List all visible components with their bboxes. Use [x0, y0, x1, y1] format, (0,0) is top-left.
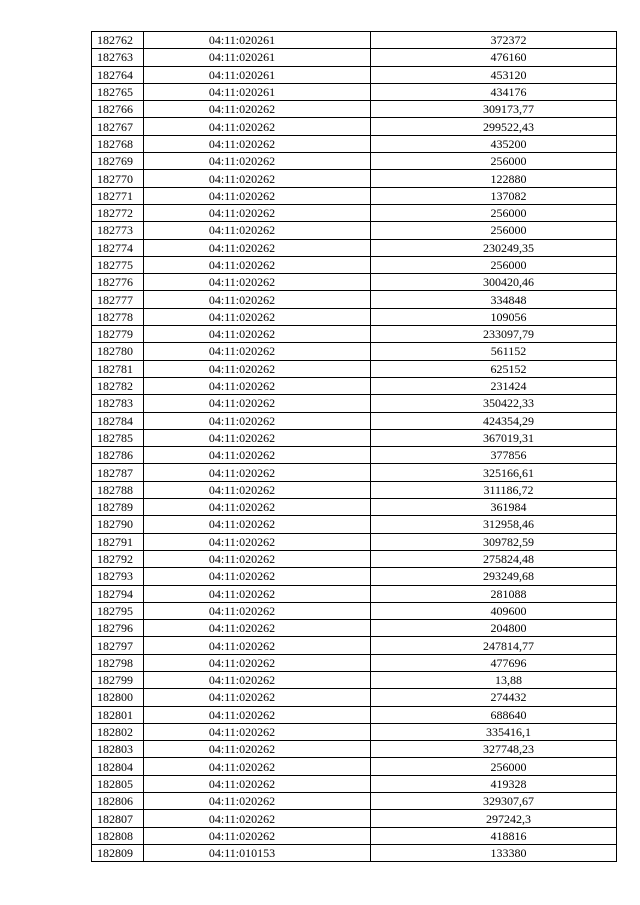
amount-cell: 377856 — [371, 447, 617, 464]
record-id-cell: 182773 — [92, 222, 144, 239]
record-id-cell: 182782 — [92, 377, 144, 394]
amount-cell: 297242,3 — [371, 810, 617, 827]
amount-cell: 419328 — [371, 775, 617, 792]
record-id-cell: 182800 — [92, 689, 144, 706]
amount-cell: 275824,48 — [371, 550, 617, 567]
record-id-cell: 182798 — [92, 654, 144, 671]
code-cell: 04:11:020262 — [144, 239, 371, 256]
code-cell: 04:11:020261 — [144, 66, 371, 83]
table-row — [92, 32, 617, 49]
record-id-cell: 182795 — [92, 602, 144, 619]
amount-cell: 327748,23 — [371, 741, 617, 758]
code-cell: 04:11:020262 — [144, 550, 371, 567]
record-id-cell: 182775 — [92, 256, 144, 273]
code-cell: 04:11:020262 — [144, 689, 371, 706]
amount-cell: 311186,72 — [371, 481, 617, 498]
table-row — [92, 671, 617, 688]
record-id-cell: 182777 — [92, 291, 144, 308]
amount-cell: 299522,43 — [371, 118, 617, 135]
table-row — [92, 464, 617, 481]
code-cell: 04:11:020262 — [144, 568, 371, 585]
table-row — [92, 793, 617, 810]
record-id-cell: 182768 — [92, 135, 144, 152]
amount-cell: 233097,79 — [371, 326, 617, 343]
table-row — [92, 620, 617, 637]
table-row — [92, 602, 617, 619]
amount-cell: 453120 — [371, 66, 617, 83]
code-cell: 04:11:020262 — [144, 516, 371, 533]
amount-cell: 434176 — [371, 83, 617, 100]
amount-cell: 309782,59 — [371, 533, 617, 550]
code-cell: 04:11:020262 — [144, 153, 371, 170]
record-id-cell: 182766 — [92, 101, 144, 118]
record-id-cell: 182772 — [92, 204, 144, 221]
code-cell: 04:11:020262 — [144, 447, 371, 464]
code-cell: 04:11:020262 — [144, 204, 371, 221]
record-id-cell: 182784 — [92, 412, 144, 429]
amount-cell: 424354,29 — [371, 412, 617, 429]
code-cell: 04:11:020262 — [144, 222, 371, 239]
table-row — [92, 377, 617, 394]
code-cell: 04:11:020262 — [144, 481, 371, 498]
code-cell: 04:11:020262 — [144, 741, 371, 758]
code-cell: 04:11:020262 — [144, 827, 371, 844]
record-id-cell: 182787 — [92, 464, 144, 481]
table-row — [92, 568, 617, 585]
table-row — [92, 222, 617, 239]
code-cell: 04:11:020262 — [144, 654, 371, 671]
record-id-cell: 182788 — [92, 481, 144, 498]
amount-cell: 309173,77 — [371, 101, 617, 118]
code-cell: 04:11:020262 — [144, 499, 371, 516]
code-cell: 04:11:020262 — [144, 775, 371, 792]
table-row — [92, 447, 617, 464]
table-row — [92, 412, 617, 429]
record-id-cell: 182809 — [92, 844, 144, 861]
record-id-cell: 182804 — [92, 758, 144, 775]
amount-cell: 625152 — [371, 360, 617, 377]
table-row — [92, 481, 617, 498]
table-row — [92, 239, 617, 256]
code-cell: 04:11:020261 — [144, 83, 371, 100]
table-body — [92, 32, 617, 862]
code-cell: 04:11:020262 — [144, 360, 371, 377]
table-row — [92, 516, 617, 533]
code-cell: 04:11:020262 — [144, 723, 371, 740]
code-cell: 04:11:020262 — [144, 706, 371, 723]
table-row — [92, 550, 617, 567]
record-id-cell: 182790 — [92, 516, 144, 533]
data-table — [91, 31, 617, 862]
table-row — [92, 204, 617, 221]
table-row — [92, 256, 617, 273]
amount-cell: 13,88 — [371, 671, 617, 688]
table-row — [92, 326, 617, 343]
record-id-cell: 182789 — [92, 499, 144, 516]
record-id-cell: 182763 — [92, 49, 144, 66]
table-row — [92, 533, 617, 550]
code-cell: 04:11:020262 — [144, 533, 371, 550]
code-cell: 04:11:020262 — [144, 274, 371, 291]
table-row — [92, 395, 617, 412]
amount-cell: 418816 — [371, 827, 617, 844]
record-id-cell: 182765 — [92, 83, 144, 100]
code-cell: 04:11:020262 — [144, 326, 371, 343]
amount-cell: 122880 — [371, 170, 617, 187]
record-id-cell: 182807 — [92, 810, 144, 827]
table-row — [92, 844, 617, 861]
amount-cell: 274432 — [371, 689, 617, 706]
amount-cell: 204800 — [371, 620, 617, 637]
code-cell: 04:11:010153 — [144, 844, 371, 861]
record-id-cell: 182774 — [92, 239, 144, 256]
code-cell: 04:11:020262 — [144, 671, 371, 688]
amount-cell: 256000 — [371, 153, 617, 170]
amount-cell: 109056 — [371, 308, 617, 325]
table-row — [92, 153, 617, 170]
table-row — [92, 49, 617, 66]
record-id-cell: 182803 — [92, 741, 144, 758]
amount-cell: 281088 — [371, 585, 617, 602]
record-id-cell: 182764 — [92, 66, 144, 83]
code-cell: 04:11:020262 — [144, 187, 371, 204]
code-cell: 04:11:020262 — [144, 308, 371, 325]
record-id-cell: 182767 — [92, 118, 144, 135]
record-id-cell: 182770 — [92, 170, 144, 187]
record-id-cell: 182781 — [92, 360, 144, 377]
amount-cell: 329307,67 — [371, 793, 617, 810]
amount-cell: 435200 — [371, 135, 617, 152]
code-cell: 04:11:020262 — [144, 135, 371, 152]
table-row — [92, 810, 617, 827]
amount-cell: 367019,31 — [371, 429, 617, 446]
table-row — [92, 118, 617, 135]
record-id-cell: 182771 — [92, 187, 144, 204]
amount-cell: 350422,33 — [371, 395, 617, 412]
amount-cell: 230249,35 — [371, 239, 617, 256]
amount-cell: 335416,1 — [371, 723, 617, 740]
amount-cell: 247814,77 — [371, 637, 617, 654]
code-cell: 04:11:020262 — [144, 464, 371, 481]
table-row — [92, 429, 617, 446]
amount-cell: 334848 — [371, 291, 617, 308]
amount-cell: 476160 — [371, 49, 617, 66]
amount-cell: 256000 — [371, 222, 617, 239]
code-cell: 04:11:020261 — [144, 32, 371, 49]
table-row — [92, 741, 617, 758]
amount-cell: 325166,61 — [371, 464, 617, 481]
amount-cell: 133380 — [371, 844, 617, 861]
record-id-cell: 182785 — [92, 429, 144, 446]
code-cell: 04:11:020262 — [144, 810, 371, 827]
code-cell: 04:11:020262 — [144, 343, 371, 360]
code-cell: 04:11:020262 — [144, 620, 371, 637]
code-cell: 04:11:020262 — [144, 291, 371, 308]
record-id-cell: 182794 — [92, 585, 144, 602]
record-id-cell: 182793 — [92, 568, 144, 585]
table-row — [92, 637, 617, 654]
code-cell: 04:11:020262 — [144, 377, 371, 394]
record-id-cell: 182799 — [92, 671, 144, 688]
table-row — [92, 291, 617, 308]
record-id-cell: 182801 — [92, 706, 144, 723]
amount-cell: 361984 — [371, 499, 617, 516]
record-id-cell: 182797 — [92, 637, 144, 654]
table-row — [92, 775, 617, 792]
table-row — [92, 499, 617, 516]
code-cell: 04:11:020262 — [144, 585, 371, 602]
amount-cell: 372372 — [371, 32, 617, 49]
amount-cell: 231424 — [371, 377, 617, 394]
record-id-cell: 182808 — [92, 827, 144, 844]
table-row — [92, 274, 617, 291]
table-row — [92, 654, 617, 671]
code-cell: 04:11:020262 — [144, 118, 371, 135]
table-row — [92, 187, 617, 204]
record-id-cell: 182806 — [92, 793, 144, 810]
table-row — [92, 135, 617, 152]
code-cell: 04:11:020261 — [144, 49, 371, 66]
record-id-cell: 182786 — [92, 447, 144, 464]
code-cell: 04:11:020262 — [144, 637, 371, 654]
amount-cell: 312958,46 — [371, 516, 617, 533]
code-cell: 04:11:020262 — [144, 395, 371, 412]
code-cell: 04:11:020262 — [144, 170, 371, 187]
code-cell: 04:11:020262 — [144, 429, 371, 446]
code-cell: 04:11:020262 — [144, 256, 371, 273]
table-row — [92, 723, 617, 740]
table-row — [92, 689, 617, 706]
amount-cell: 256000 — [371, 758, 617, 775]
table-row — [92, 101, 617, 118]
table-row — [92, 706, 617, 723]
amount-cell: 477696 — [371, 654, 617, 671]
table-row — [92, 66, 617, 83]
record-id-cell: 182805 — [92, 775, 144, 792]
record-id-cell: 182792 — [92, 550, 144, 567]
record-id-cell: 182769 — [92, 153, 144, 170]
record-id-cell: 182779 — [92, 326, 144, 343]
table-row — [92, 758, 617, 775]
record-id-cell: 182791 — [92, 533, 144, 550]
table-row — [92, 170, 617, 187]
table-row — [92, 827, 617, 844]
code-cell: 04:11:020262 — [144, 793, 371, 810]
amount-cell: 256000 — [371, 256, 617, 273]
record-id-cell: 182783 — [92, 395, 144, 412]
amount-cell: 137082 — [371, 187, 617, 204]
amount-cell: 409600 — [371, 602, 617, 619]
record-id-cell: 182762 — [92, 32, 144, 49]
record-id-cell: 182796 — [92, 620, 144, 637]
table-row — [92, 83, 617, 100]
table-row — [92, 585, 617, 602]
table-row — [92, 343, 617, 360]
amount-cell: 300420,46 — [371, 274, 617, 291]
record-id-cell: 182802 — [92, 723, 144, 740]
code-cell: 04:11:020262 — [144, 602, 371, 619]
amount-cell: 688640 — [371, 706, 617, 723]
record-id-cell: 182776 — [92, 274, 144, 291]
record-id-cell: 182780 — [92, 343, 144, 360]
table-row — [92, 308, 617, 325]
code-cell: 04:11:020262 — [144, 101, 371, 118]
code-cell: 04:11:020262 — [144, 412, 371, 429]
table-row — [92, 360, 617, 377]
amount-cell: 293249,68 — [371, 568, 617, 585]
amount-cell: 561152 — [371, 343, 617, 360]
record-id-cell: 182778 — [92, 308, 144, 325]
amount-cell: 256000 — [371, 204, 617, 221]
code-cell: 04:11:020262 — [144, 758, 371, 775]
